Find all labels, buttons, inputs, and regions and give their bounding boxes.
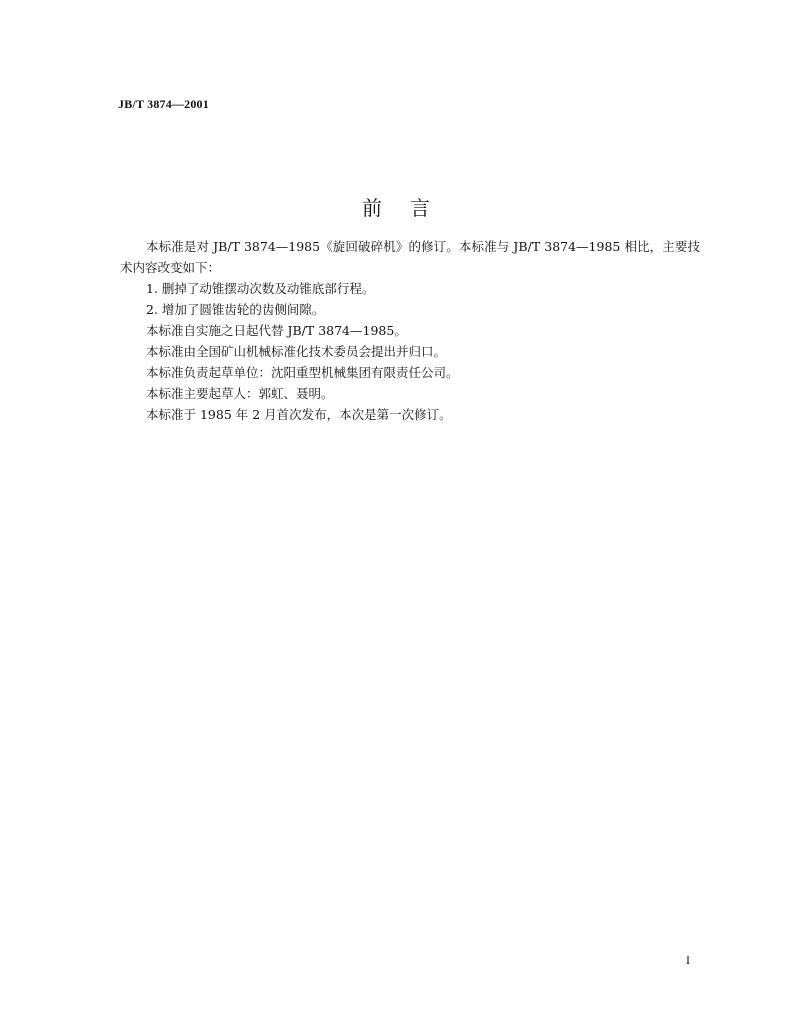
paragraph-drafters: 本标准主要起草人：郭虹、聂明。 <box>146 386 334 401</box>
paragraph-publication-history: 本标准于 1985 年 2 月首次发布，本次是第一次修订。 <box>146 407 452 422</box>
paragraph-proposer: 本标准由全国矿山机械标准化技术委员会提出并归口。 <box>146 344 447 359</box>
paragraph-change-1: 1. 删掉了动锥摆动次数及动锥底部行程。 <box>146 281 375 296</box>
paragraph-drafting-unit: 本标准负责起草单位：沈阳重型机械集团有限责任公司。 <box>146 365 459 380</box>
paragraph-replacement: 本标准自实施之日起代替 JB/T 3874—1985。 <box>146 323 407 338</box>
page-title: 前言 <box>362 196 458 220</box>
paragraph-change-2: 2. 增加了圆锥齿轮的齿侧间隙。 <box>146 302 325 317</box>
document-body <box>120 236 700 425</box>
page-number: I <box>686 953 690 967</box>
standard-code-header: JB/T 3874—2001 <box>118 97 209 111</box>
paragraph-revision-intro: 本标准是对 JB/T 3874—1985《旋回破碎机》的修订。本标准与 JB/T 3874—1985 相比，主要技术内容改变如下： <box>120 239 700 275</box>
